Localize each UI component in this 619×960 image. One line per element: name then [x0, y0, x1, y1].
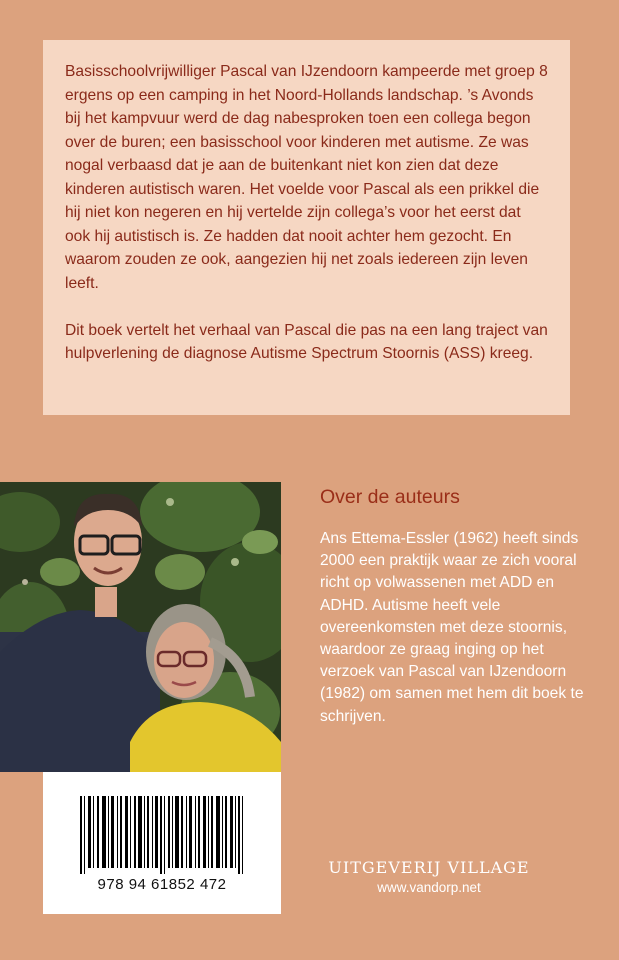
- blurb-paragraph-2: Dit boek vertelt het verhaal van Pascal die pas na een lang traject van hulpverlening de diagnose Autisme Spectrum Stoornis (ASS) kreeg.: [65, 321, 548, 362]
- isbn-number: 978 94 61852 472: [97, 876, 227, 893]
- barcode-icon: [80, 796, 244, 874]
- blurb-paragraph-1: Basisschoolvrijwilliger Pascal van IJzendoorn kampeerde met groep 8 ergens op een camping in het Noord-Hollands landschap. ’s Avonds bij het kampvuur werd de dag nabesproken toen een collega begon over de buren; een basisschool voor kinderen met autisme. Ze was nogal verbaasd dat je aan de buitenkant niet kon zien dat deze kinderen autistisch waren. Het voelde voor Pascal als een prikkel die hij niet kon negeren en hij vertelde zijn collega’s voor het eerst dat ook hij autistisch is. Ze hadden dat nooit achter hem gezocht. En waarom zouden ze ook, aangezien hij net zoals iedereen zijn leven leeft.: [65, 63, 548, 292]
- authors-text: Ans Ettema-Essler (1962) heeft sinds 2000 een praktijk waar ze zich vooral richt op volwassenen met ADD en ADHD. Autisme heeft vele overeenkomsten met deze stoornis, waardoor ze graag inging op het verzoek van Pascal van IJzendoorn (1982) om samen met hem dit boek te schrijven.: [320, 530, 584, 725]
- publisher-website[interactable]: www.vandorp.net: [377, 880, 481, 895]
- authors-heading: Over de auteurs: [320, 486, 460, 508]
- blurb-box: [43, 40, 570, 415]
- barcode-box: [43, 772, 281, 914]
- authors-photo: [0, 482, 281, 772]
- publisher-name: UITGEVERIJ VILLAGE: [328, 858, 530, 877]
